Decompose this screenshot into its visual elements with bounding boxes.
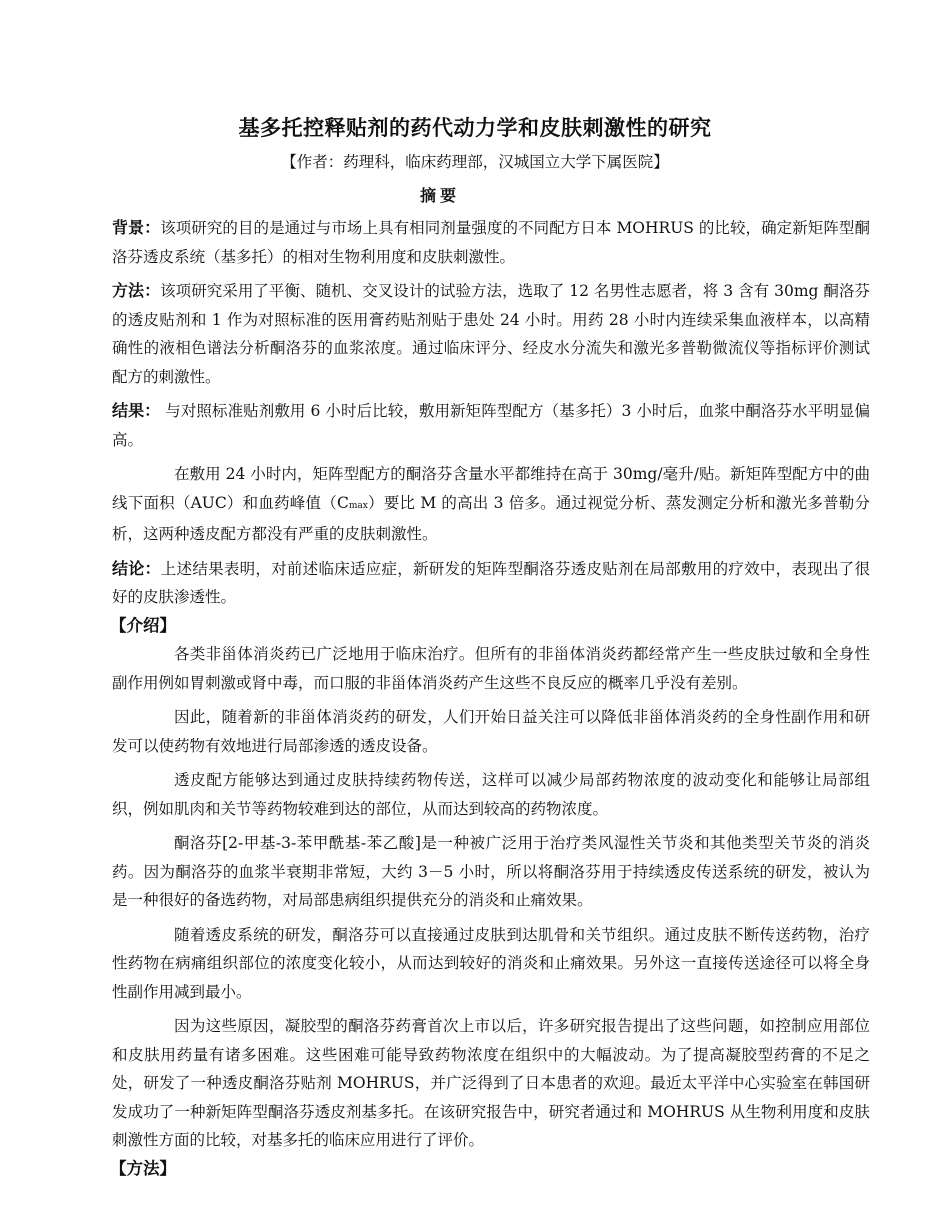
intro-paragraph: 各类非甾体消炎药已广泛地用于临床治疗。但所有的非甾体消炎药都经常产生一些皮肤过敏和全身性副作用例如胃刺激或肾中毒，而口服的非甾体消炎药产生这些不良反应的概率几乎没有差别。 xyxy=(112,645,870,692)
background-text: 该项研究的目的是通过与市场上具有相同剂量强度的不同配方日本 MOHRUS 的比较，确定新矩阵型酮洛芬透皮系统（基多托）的相对生物利用度和皮肤刺激性。 xyxy=(112,219,870,266)
conclusion-label: 结论： xyxy=(112,558,161,578)
intro-paragraph: 因此，随着新的非甾体消炎药的研发，人们开始日益关注可以降低非甾体消炎药的全身性副作用和研发可以使药物有效地进行局部渗透的透皮设备。 xyxy=(112,708,870,755)
abstract-conclusion xyxy=(112,555,870,612)
results-label: 结果： xyxy=(112,401,161,420)
paper-body xyxy=(112,214,870,1183)
results-text2-after: ）要比 M 的高出 3 倍多。通过视觉分析、蒸发测定分析和激光多普勒分析，这两种透皮配方都没有严重的皮肤刺激性。 xyxy=(112,493,870,543)
intro-paragraph: 随着透皮系统的研发，酮洛芬可以直接通过皮肤到达肌骨和关节组织。通过皮肤不断传送药物，治疗性药物在病痛组织部位的浓度变化较小，从而达到较好的消炎和止痛效果。另外这一直接传送途径可以将全身性副作用减到最小。 xyxy=(112,925,870,1001)
intro-paragraph: 因为这些原因，凝胶型的酮洛芬药膏首次上市以后，许多研究报告提出了这些问题，如控制应用部位和皮肤用药量有诸多困难。这些困难可能导致药物浓度在组织中的大幅波动。为了提高凝胶型药膏的不足之处，研发了一种透皮酮洛芬贴剂 MOHRUS，并广泛得到了日本患者的欢迎。最近太平洋中心实验室在韩国研发成功了一种新矩阵型酮洛芬透皮剂基多托。在该研究报告中，研究者通过和 MOHRUS 从生物利用度和皮肤刺激性方面的比较，对基多托的临床应用进行了评价。 xyxy=(112,1017,870,1149)
abstract-methods xyxy=(112,277,870,391)
methods-section-heading: 【方法】 xyxy=(110,1158,176,1178)
abstract-background xyxy=(112,214,870,271)
abstract-results xyxy=(112,397,870,454)
intro-paragraph: 透皮配方能够达到通过皮肤持续药物传送，这样可以减少局部药物浓度的波动变化和能够让局部组织，例如肌肉和关节等药物较难到达的部位，从而达到较高的药物浓度。 xyxy=(112,771,870,818)
results-text: 与对照标准贴剂敷用 6 小时后比较，敷用新矩阵型配方（基多托）3 小时后，血浆中酮洛芬水平明显偏高。 xyxy=(112,402,870,449)
author-affiliation: 【作者：药理科，临床药理部，汉城国立大学下属医院】 xyxy=(281,153,669,171)
results-text2-before: 在敷用 24 小时内，矩阵型配方的酮洛芬含量水平都维持在高于 30mg/毫升/贴。新矩阵型配方中的曲线下面积（AUC）和血药峰值（C xyxy=(112,465,870,512)
paper-title: 基多托控释贴剂的药代动力学和皮肤刺激性的研究 xyxy=(238,116,712,140)
background-label: 背景： xyxy=(112,218,161,237)
methods-label: 方法： xyxy=(112,281,161,300)
introduction-heading: 【介绍】 xyxy=(110,615,176,635)
conclusion-text: 上述结果表明，对前述临床适应症，新研发的矩阵型酮洛芬透皮贴剂在局部敷用的疗效中，表现出了很好的皮肤渗透性。 xyxy=(112,559,870,606)
methods-text: 该项研究采用了平衡、随机、交叉设计的试验方法，选取了 12 名男性志愿者，将 3 含有 30mg 酮洛芬的透皮贴剂和 1 作为对照标准的医用膏药贴剂贴于患处 24 小时。用药 28 小时内连续采集血液样本，以高精确性的液相色谱法分析酮洛芬的血浆浓度。通过临床评分、经皮水分流失和激光多普勒微流仪等指标评价测试配方的刺激性。 xyxy=(112,282,870,386)
abstract-results-continued xyxy=(112,460,870,549)
abstract-heading: 摘要 xyxy=(419,186,460,205)
cmax-subscript: max xyxy=(348,500,368,511)
intro-paragraph: 酮洛芬[2-甲基-3-苯甲酰基-苯乙酸]是一种被广泛用于治疗类风湿性关节炎和其他类型关节炎的消炎药。因为酮洛芬的血浆半衰期非常短，大约 3－5 小时，所以将酮洛芬用于持续透皮传送系统的研发，被认为是一种很好的备选药物，对局部患病组织提供充分的消炎和止痛效果。 xyxy=(112,834,870,909)
